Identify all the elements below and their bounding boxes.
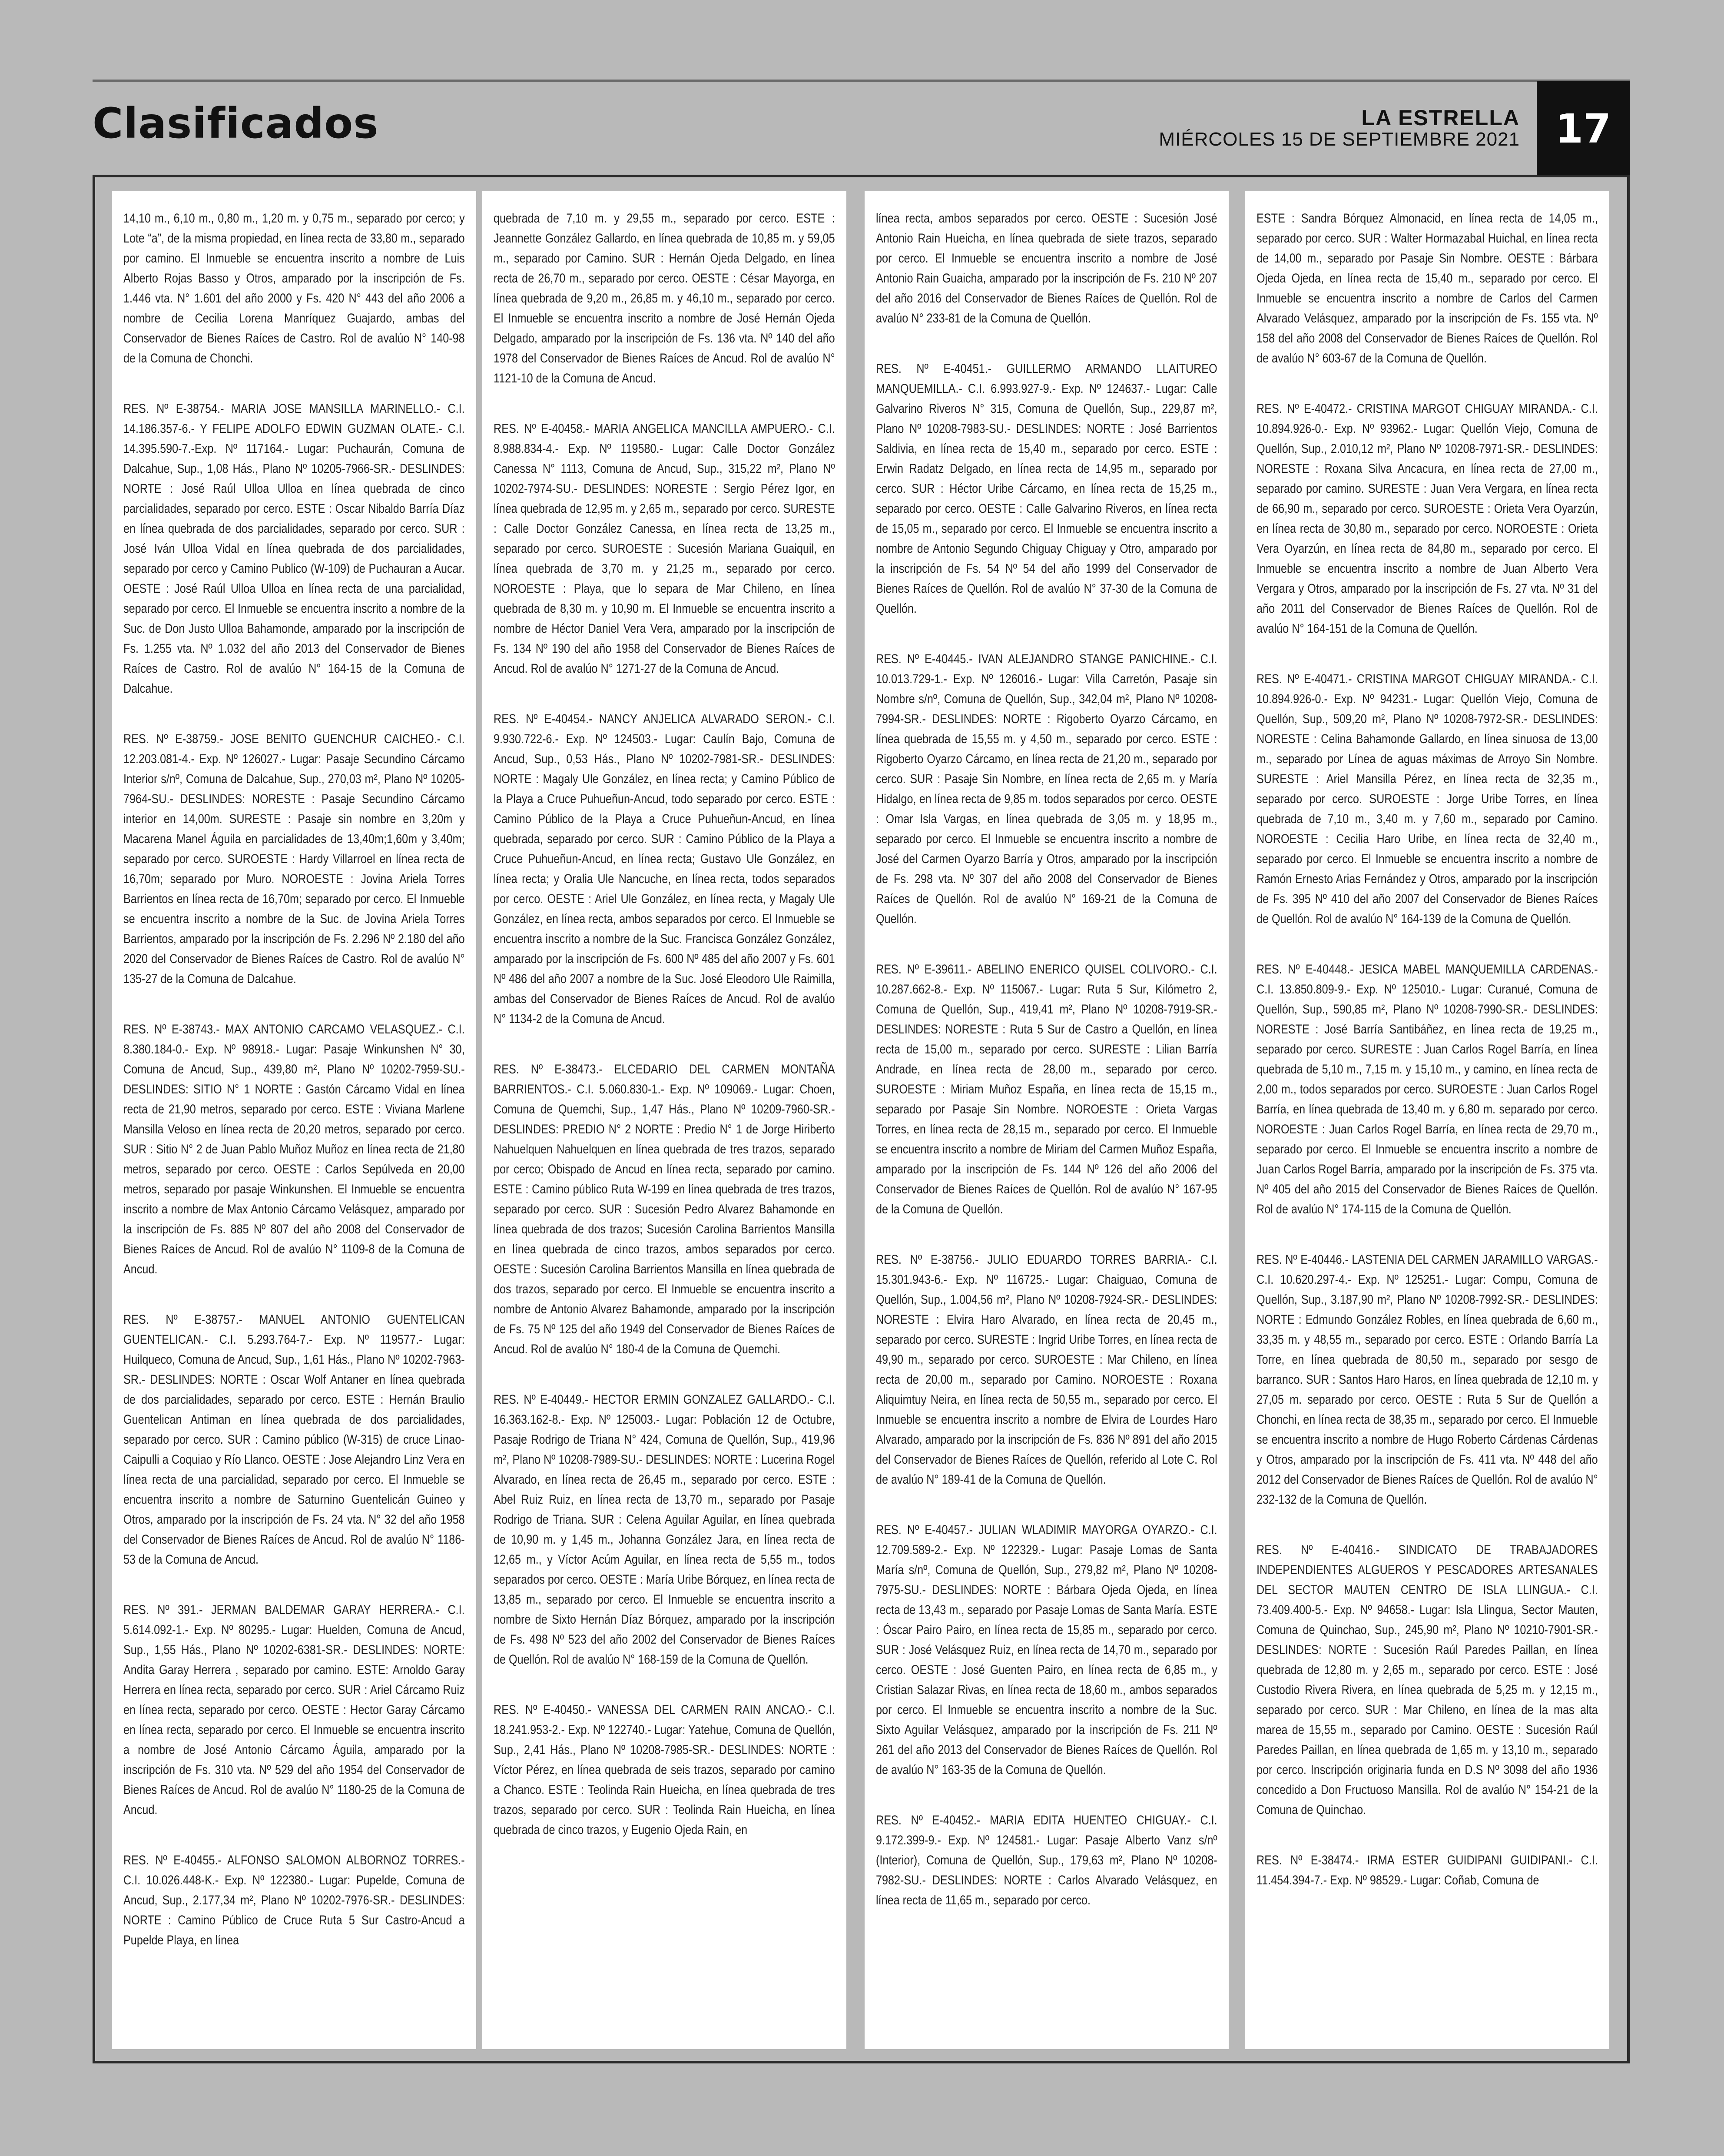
notice: RES. Nº E-40451.- GUILLERMO ARMANDO LLAITUREO MANQUEMILLA.- C.I. 6.993.927-9.- Exp. Nº 124637.- Lugar: Calle Galvarino Riveros N° 315, Comuna de Quellón, Sup., 229,87 m², Plano Nº 10208-7983-SU.- DESLINDES: NORTE : José Barrientos Saldivia, en línea recta de 15,40 m., separado por cerco. ESTE : Erwin Radatz Delgado, en línea recta de 14,95 m., separado por cerco. SUR : Héctor Uribe Cárcamo, en línea recta de 15,25 m., separado por cerco. OESTE : Calle Galvarino Riveros, en línea recta de 15,05 m., separado por cerco. El Inmueble se encuentra inscrito a nombre de Antonio Segundo Chiguay Chiguay y Otro, amparado por la inscripción de Fs. 54 Nº 54 del año 1999 del Conservador de Bienes Raíces de Quellón. Rol de avalúo N° 37-30 de la Comuna de Quellón. — [876, 362, 1217, 616]
notice: RES. Nº E-38757.- MANUEL ANTONIO GUENTELICAN GUENTELICAN.- C.I. 5.293.764-7.- Exp. Nº 119577.- Lugar: Huilqueco, Comuna de Ancud, Sup., 1,61 Hás., Plano Nº 10202-7963-SR.- DESLINDES: NORTE : Oscar Wolf Antaner en línea quebrada de dos parcialidades, separado por cerco. ESTE : Hernán Braulio Guentelican Antiman en línea quebrada de dos parcialidades, separado por cerco. SUR : Camino público (W-315) de cruce Linao-Caipulli a Coquiao y Río Llanco. OESTE : Jose Alejandro Linz Vera en línea recta de una parcialidad, separado por cerco. El Inmueble se encuentra inscrito a nombre de Saturnino Guentelicán Guineo y Otros, amparado por la inscripción de Fs. 24 vta. N° 32 del año 1958 del Conservador de Bienes Raíces de Ancud. Rol de avalúo N° 1186-53 de la Comuna de Ancud. — [123, 1312, 465, 1567]
notice: RES. Nº E-40455.- ALFONSO SALOMON ALBORNOZ TORRES.- C.I. 10.026.448-K.- Exp. Nº 122380.- Lugar: Pupelde, Comuna de Ancud, Sup., 2.177,34 m², Plano Nº 10202-7976-SR.- DESLINDES: NORTE : Camino Público de Cruce Ruta 5 Sur Castro-Ancud a Pupelde Playa, en línea — [123, 1853, 465, 1947]
notice: RES. Nº E-40454.- NANCY ANJELICA ALVARADO SERON.- C.I. 9.930.722-6.- Exp. Nº 124503.- Lugar: Caulín Bajo, Comuna de Ancud, Sup., 0,53 Hás., Plano Nº 10202-7981-SR.- DESLINDES: NORTE : Magaly Ule González, en línea recta; y Camino Público de la Playa a Cruce Puhueñun-Ancud, todo separado por cerco. ESTE : Camino Público de la Playa a Cruce Puhueñun-Ancud, en línea quebrada, separado por cerco. SUR : Camino Público de la Playa a Cruce Puhueñun-Ancud, en línea recta; Gustavo Ule González, en línea recta; y Oralia Ule Nancuche, en línea recta, todos separados por cerco. OESTE : Ariel Ule González, en línea recta, y Magaly Ule González, en línea recta, ambos separados por cerco. El Inmueble se encuentra inscrito a nombre de la Suc. Francisca González González, amparado por la inscripción de Fs. 600 Nº 485 del año 2007 y Fs. 601 Nº 486 del año 2007 a nombre de la Suc. José Eleodoro Ule Raimilla, ambas del Conservador de Bienes Raíces de Ancud. Rol de avalúo N° 1134-2 de la Comuna de Ancud. — [494, 712, 835, 1026]
notice: RES. Nº E-40458.- MARIA ANGELICA MANCILLA AMPUERO.- C.I. 8.988.834-4.- Exp. Nº 119580.- Lugar: Calle Doctor González Canessa N° 1113, Comuna de Ancud, Sup., 315,22 m², Plano Nº 10202-7974-SU.- DESLINDES: NORESTE : Sergio Pérez Igor, en línea quebrada de 12,95 m. y 2,65 m., separado por cerco. SURESTE : Calle Doctor González Canessa, en línea recta de 13,25 m., separado por cerco. SUROESTE : Sucesión Mariana Guaiquil, en línea quebrada de 3,70 m. y 21,25 m., separado por cerco. NOROESTE : Playa, que lo separa de Mar Chileno, en línea quebrada de 8,30 m. y 10,90 m. El Inmueble se encuentra inscrito a nombre de Héctor Daniel Vera Vera, amparado por la inscripción de Fs. 134 Nº 190 del año 1958 del Conservador de Bienes Raíces de Ancud. Rol de avalúo N° 1271-27 de la Comuna de Ancud. — [494, 422, 835, 676]
notice: RES. Nº E-38759.- JOSE BENITO GUENCHUR CAICHEO.- C.I. 12.203.081-4.- Exp. Nº 126027.- Lugar: Pasaje Secundino Cárcamo Interior s/nº, Comuna de Dalcahue, Sup., 270,03 m², Plano Nº 10205-7964-SU.- DESLINDES: NORESTE : Pasaje Secundino Cárcamo interior en 14,00m. SURESTE : Pasaje sin nombre en 3,20m y Macarena Manel Águila en parcialidades de 13,40m;1,60m y 3,40m; separado por cerco. SUROESTE : Hardy Villarroel en línea recta de 16,70m; separado por Muro. NOROESTE : Jovina Ariela Torres Barrientos en línea recta de 16,70m; separado por cerco. El Inmueble se encuentra inscrito a nombre de la Suc. de Jovina Ariela Torres Barrientos, amparado por la inscripción de Fs. 2.296 Nº 2.180 del año 2020 del Conservador de Bienes Raíces de Castro. Rol de avalúo N° 135-27 de la Comuna de Dalcahue. — [123, 732, 465, 986]
notice: ESTE : Sandra Bórquez Almonacid, en línea recta de 14,05 m., separado por cerco. SUR : Walter Hormazabal Huichal, en línea recta de 14,00 m., separado por Pasaje Sin Nombre. OESTE : Bárbara Ojeda Ojeda, en línea recta de 15,40 m., separado por cerco. El Inmueble se encuentra inscrito a nombre de Carlos del Carmen Alvarado Velásquez, amparado por la inscripción de Fs. 155 vta. Nº 158 del año 2008 del Conservador de Bienes Raíces de Quellón. Rol de avalúo N° 603-67 de la Comuna de Quellón. — [1257, 211, 1598, 365]
top-rule — [93, 80, 1630, 82]
column-2 — [482, 191, 846, 2049]
notice: RES. Nº E-38743.- MAX ANTONIO CARCAMO VELASQUEZ.- C.I. 8.380.184-0.- Exp. Nº 98918.- Lugar: Pasaje Winkunshen N° 30, Comuna de Ancud, Sup., 439,80 m², Plano Nº 10202-7959-SU.- DESLINDES: SITIO N° 1 NORTE : Gastón Cárcamo Vidal en línea recta de 21,90 metros, separado por cerco. ESTE : Viviana Marlene Mansilla Veloso en línea recta de 20,20 metros, separado por cerco. SUR : Sitio N° 2 de Juan Pablo Muñoz Muñoz en línea recta de 21,80 metros, separado por cerco. OESTE : Carlos Sepúlveda en 20,00 metros, separado por pasaje Winkunshen. El Inmueble se encuentra inscrito a nombre de Max Antonio Cárcamo Velásquez, amparado por la inscripción de Fs. 885 Nº 807 del año 2008 del Conservador de Bienes Raíces de Ancud. Rol de avalúo N° 1109-8 de la Comuna de Ancud. — [123, 1022, 465, 1276]
notice: RES. Nº 391.- JERMAN BALDEMAR GARAY HERRERA.- C.I. 5.614.092-1.- Exp. Nº 80295.- Lugar: Huelden, Comuna de Ancud, Sup., 1,55 Hás., Plano Nº 10202-6381-SR.- DESLINDES: NORTE: Andita Garay Herrera , separado por camino. ESTE: Arnoldo Garay Herrera en línea recta, separado por cerco. SUR : Ariel Cárcamo Ruiz en línea recta, separado por cerco. OESTE : Hector Garay Cárcamo en línea recta, separado por cerco. El Inmueble se encuentra inscrito a nombre de José Antonio Cárcamo Águila, amparado por la inscripción de Fs. 310 vta. Nº 529 del año 1954 del Conservador de Bienes Raíces de Ancud. Rol de avalúo N° 1180-25 de la Comuna de Ancud. — [123, 1603, 465, 1817]
notice: RES. Nº E-39611.- ABELINO ENERICO QUISEL COLIVORO.- C.I. 10.287.662-8.- Exp. Nº 115067.- Lugar: Ruta 5 Sur, Kilómetro 2, Comuna de Quellón, Sup., 419,41 m², Plano Nº 10208-7919-SR.- DESLINDES: NORESTE : Ruta 5 Sur de Castro a Quellón, en línea recta de 15,00 m., separado por cerco. SURESTE : Lilian Barría Andrade, en línea recta de 28,00 m., separado por cerco. SUROESTE : Miriam Muñoz España, en línea recta de 15,15 m., separado por Pasaje Sin Nombre. NOROESTE : Orieta Vargas Torres, en línea recta de 28,15 m., separado por cerco. El Inmueble se encuentra inscrito a nombre de Miriam del Carmen Muñoz España, amparado por la inscripción de Fs. 144 Nº 126 del año 2006 del Conservador de Bienes Raíces de Quellón. Rol de avalúo N° 167-95 de la Comuna de Quellón. — [876, 962, 1217, 1216]
section-title: Clasificados — [93, 99, 379, 148]
issue-date: MIÉRCOLES 15 DE SEPTIEMBRE 2021 — [1159, 129, 1520, 150]
notice: quebrada de 7,10 m. y 29,55 m., separado por cerco. ESTE : Jeannette González Gallardo, en línea quebrada de 10,85 m. y 59,05 m., separado por Camino. SUR : Hernán Ojeda Delgado, en línea recta de 26,70 m., separado por cerco. OESTE : César Mayorga, en línea quebrada de 9,20 m., 26,85 m. y 46,10 m., separado por cerco. El Inmueble se encuentra inscrito a nombre de José Hernán Ojeda Delgado, amparado por la inscripción de Fs. 136 vta. Nº 140 del año 1978 del Conservador de Bienes Raíces de Ancud. Rol de avalúo N° 1121-10 de la Comuna de Ancud. — [494, 211, 835, 385]
notice: RES. Nº E-38473.- ELCEDARIO DEL CARMEN MONTAÑA BARRIENTOS.- C.I. 5.060.830-1.- Exp. Nº 109069.- Lugar: Choen, Comuna de Quemchi, Sup., 1,47 Hás., Plano Nº 10209-7960-SR.- DESLINDES: PREDIO N° 2 NORTE : Predio N° 1 de Jorge Hiriberto Nahuelquen Nahuelquen en línea quebrada de tres trazos, separado por cerco; Obispado de Ancud en línea recta, separado por camino. ESTE : Camino público Ruta W-199 en línea quebrada de tres trazos, separado por cerco. SUR : Sucesión Pedro Alvarez Bahamonde en línea quebrada de dos trazos; Sucesión Carolina Barrientos Mansilla en línea quebrada de cinco trazos, ambos separados por cerco. OESTE : Sucesión Carolina Barrientos Mansilla en línea quebrada de dos trazos, separado por cerco. El Inmueble se encuentra inscrito a nombre de Antonio Alvarez Bahamonde, amparado por la inscripción de Fs. 75 Nº 125 del año 1949 del Conservador de Bienes Raíces de Ancud. Rol de avalúo N° 180-4 de la Comuna de Quemchi. — [494, 1062, 835, 1356]
notice: RES. Nº E-40445.- IVAN ALEJANDRO STANGE PANICHINE.- C.I. 10.013.729-1.- Exp. Nº 126016.- Lugar: Villa Carretón, Pasaje sin Nombre s/nº, Comuna de Quellón, Sup., 342,04 m², Plano Nº 10208-7994-SR.- DESLINDES: NORTE : Rigoberto Oyarzo Cárcamo, en línea quebrada de 15,55 m. y 4,50 m., separado por cerco. ESTE : Rigoberto Oyarzo Cárcamo, en línea recta de 21,20 m., separado por cerco. SUR : Pasaje Sin Nombre, en línea recta de 2,65 m. y María Hidalgo, en línea recta de 9,85 m. todos separados por cerco. OESTE : Omar Isla Vargas, en línea quebrada de 3,05 m. y 18,95 m., separado por cerco. El Inmueble se encuentra inscrito a nombre de José del Carmen Oyarzo Barría y Otros, amparado por la inscripción de Fs. 298 vta. Nº 307 del año 2008 del Conservador de Bienes Raíces de Quellón. Rol de avalúo N° 169-21 de la Comuna de Quellón. — [876, 652, 1217, 926]
notice: RES. Nº E-40457.- JULIAN WLADIMIR MAYORGA OYARZO.- C.I. 12.709.589-2.- Exp. Nº 122329.- Lugar: Pasaje Lomas de Santa María s/nº, Comuna de Quellón, Sup., 279,82 m², Plano Nº 10208-7975-SU.- DESLINDES: NORTE : Bárbara Ojeda Ojeda, en línea recta de 13,43 m., separado por Pasaje Lomas de Santa María. ESTE : Óscar Pairo Pairo, en línea recta de 15,85 m., separado por cerco. SUR : José Velásquez Ruiz, en línea recta de 14,70 m., separado por cerco. OESTE : José Guenten Pairo, en línea recta de 6,85 m., y Cristian Salazar Rivas, en línea recta de 18,60 m., ambos separados por cerco. El Inmueble se encuentra inscrito a nombre de la Suc. Sixto Aguilar Velásquez, amparado por la inscripción de Fs. 211 Nº 261 del año 2013 del Conservador de Bienes Raíces de Quellón. Rol de avalúo N° 163-35 de la Comuna de Quellón. — [876, 1523, 1217, 1777]
notice: RES. Nº E-38474.- IRMA ESTER GUIDIPANI GUIDIPANI.- C.I. 11.454.394-7.- Exp. Nº 98529.- Lugar: Coñab, Comuna de — [1257, 1853, 1598, 1887]
notice: RES. Nº E-40449.- HECTOR ERMIN GONZALEZ GALLARDO.- C.I. 16.363.162-8.- Exp. Nº 125003.- Lugar: Población 12 de Octubre, Pasaje Rodrigo de Triana N° 424, Comuna de Quellón, Sup., 419,96 m², Plano Nº 10208-7989-SU.- DESLINDES: NORTE : Lucerina Rogel Alvarado, en línea recta de 26,45 m., separado por cerco. ESTE : Abel Ruiz Ruiz, en línea recta de 13,70 m., separado por Pasaje Rodrigo de Triana. SUR : Celena Aguilar Aguilar, en línea quebrada de 10,90 m. y 1,45 m., Johanna González Jara, en línea recta de 12,65 m., y Víctor Acúm Aguilar, en línea recta de 5,55 m., todos separados por cerco. OESTE : María Uribe Bórquez, en línea recta de 13,85 m., separado por cerco. El Inmueble se encuentra inscrito a nombre de Sixto Hernán Díaz Bórquez, amparado por la inscripción de Fs. 498 Nº 523 del año 2002 del Conservador de Bienes Raíces de Quellón. Rol de avalúo N° 168-159 de la Comuna de Quellón. — [494, 1392, 835, 1667]
page-number: 17 — [1537, 81, 1630, 176]
notice: RES. Nº E-40450.- VANESSA DEL CARMEN RAIN ANCAO.- C.I. 18.241.953-2.- Exp. Nº 122740.- Lugar: Yatehue, Comuna de Quellón, Sup., 2,41 Hás., Plano Nº 10208-7985-SR.- DESLINDES: NORTE : Víctor Pérez, en línea quebrada de seis trazos, separado por camino a Chanco. ESTE : Teolinda Rain Hueicha, en línea quebrada de tres trazos, separado por cerco. SUR : Teolinda Rain Hueicha, en línea quebrada de cinco trazos, y Eugenio Ojeda Rain, en — [494, 1703, 835, 1837]
notice: RES. Nº E-40446.- LASTENIA DEL CARMEN JARAMILLO VARGAS.- C.I. 10.620.297-4.- Exp. Nº 125251.- Lugar: Compu, Comuna de Quellón, Sup., 3.187,90 m², Plano Nº 10208-7992-SR.- DESLINDES: NORTE : Edmundo González Robles, en línea quebrada de 6,60 m., 33,35 m. y 48,55 m., separado por cerco. ESTE : Orlando Barría La Torre, en línea quebrada de 80,50 m., separado por sesgo de barranco. SUR : Santos Haro Haros, en línea quebrada de 12,10 m. y 27,05 m. separado por cerco. OESTE : Ruta 5 Sur de Quellón a Chonchi, en línea recta de 38,35 m., separado por cerco. El Inmueble se encuentra inscrito a nombre de Hugo Roberto Cárdenas Cárdenas y Otros, amparado por la inscripción de Fs. 411 vta. Nº 448 del año 2012 del Conservador de Bienes Raíces de Quellón. Rol de avalúo N° 232-132 de la Comuna de Quellón. — [1257, 1252, 1598, 1507]
notice: RES. Nº E-40471.- CRISTINA MARGOT CHIGUAY MIRANDA.- C.I. 10.894.926-0.- Exp. Nº 94231.- Lugar: Quellón Viejo, Comuna de Quellón, Sup., 509,20 m², Plano Nº 10208-7972-SR.- DESLINDES: NORESTE : Celina Bahamonde Gallardo, en línea sinuosa de 13,00 m., separado por Línea de aguas máximas de Arroyo Sin Nombre. SURESTE : Ariel Mansilla Pérez, en línea recta de 32,35 m., separado por cerco. SUROESTE : Jorge Uribe Torres, en línea quebrada de 7,10 m., 3,40 m. y 7,60 m., separado por Camino. NOROESTE : Cecilia Haro Uribe, en línea recta de 32,40 m., separado por cerco. El Inmueble se encuentra inscrito a nombre de Ramón Ernesto Arias Fernández y Otros, amparado por la inscripción de Fs. 395 Nº 410 del año 2007 del Conservador de Bienes Raíces de Quellón. Rol de avalúo N° 164-139 de la Comuna de Quellón. — [1257, 672, 1598, 926]
column-4 — [1245, 191, 1609, 2049]
notice: línea recta, ambos separados por cerco. OESTE : Sucesión José Antonio Rain Hueicha, en línea quebrada de siete trazos, separado por cerco. El Inmueble se encuentra inscrito a nombre de José Antonio Rain Guaicha, amparado por la inscripción de Fs. 210 Nº 207 del año 2016 del Conservador de Bienes Raíces de Quellón. Rol de avalúo N° 233-81 de la Comuna de Quellón. — [876, 211, 1217, 326]
notice: RES. Nº E-38754.- MARIA JOSE MANSILLA MARINELLO.- C.I. 14.186.357-6.- Y FELIPE ADOLFO EDWIN GUZMAN OLATE.- C.I. 14.395.590-7.-Exp. Nº 117164.- Lugar: Puchaurán, Comuna de Dalcahue, Sup., 1,08 Hás., Plano Nº 10205-7966-SR.- DESLINDES: NORTE : José Raúl Ulloa Ulloa en línea quebrada de cinco parcialidades, separado por cerco. ESTE : Oscar Nibaldo Barría Díaz en línea quebrada de dos parcialidades, separado por cerco. SUR : José Iván Ulloa Vidal en línea quebrada de dos parcialidades, separado por cerco y Camino Publico (W-109) de Puchauran a Aucar. OESTE : José Raúl Ulloa Ulloa en línea recta de una parcialidad, separado por cerco. El Inmueble se encuentra inscrito a nombre de la Suc. de Don Justo Ulloa Bahamonde, amparado por la inscripción de Fs. 1.255 vta. Nº 1.032 del año 2013 del Conservador de Bienes Raíces de Castro. Rol de avalúo N° 164-15 de la Comuna de Dalcahue. — [123, 402, 465, 696]
column-1 — [112, 191, 476, 2049]
newspaper-name: LA ESTRELLA — [1361, 106, 1520, 130]
notice: RES. Nº E-40448.- JESICA MABEL MANQUEMILLA CARDENAS.- C.I. 13.850.809-9.- Exp. Nº 125010.- Lugar: Curanué, Comuna de Quellón, Sup., 590,85 m², Plano Nº 10208-7990-SR.- DESLINDES: NORESTE : José Barría Santibáñez, en línea recta de 19,25 m., separado por cerco. SURESTE : Juan Carlos Rogel Barría, en línea quebrada de 5,10 m., 7,15 m. y 15,10 m., y camino, en línea recta de 2,00 m., todos separados por cerco. SUROESTE : Juan Carlos Rogel Barría, en línea quebrada de 13,40 m. y 6,80 m. separado por cerco. NOROESTE : Juan Carlos Rogel Barría, en línea recta de 29,70 m., separado por cerco. El Inmueble se encuentra inscrito a nombre de Juan Carlos Rogel Barría, amparado por la inscripción de Fs. 375 vta. Nº 405 del año 2015 del Conservador de Bienes Raíces de Quellón. Rol de avalúo N° 174-115 de la Comuna de Quellón. — [1257, 962, 1598, 1216]
column-3 — [865, 191, 1229, 2049]
notice: 14,10 m., 6,10 m., 0,80 m., 1,20 m. y 0,75 m., separado por cerco; y Lote “a”, de la misma propiedad, en línea recta de 33,80 m., separado por camino. El Inmueble se encuentra inscrito a nombre de Luis Alberto Rojas Basso y Otros, amparado por la inscripción de Fs. 1.446 vta. N° 1.601 del año 2000 y Fs. 420 N° 443 del año 2006 a nombre de Cecilia Lorena Manríquez Guajardo, ambas del Conservador de Bienes Raíces de Castro. Rol de avalúo N° 140-98 de la Comuna de Chonchi. — [123, 211, 465, 365]
notice: RES. Nº E-38756.- JULIO EDUARDO TORRES BARRIA.- C.I. 15.301.943-6.- Exp. Nº 116725.- Lugar: Chaiguao, Comuna de Quellón, Sup., 1.004,56 m², Plano Nº 10208-7924-SR.- DESLINDES: NORESTE : Elvira Haro Alvarado, en línea recta de 20,45 m., separado por cerco. SURESTE : Ingrid Uribe Torres, en línea recta de 49,90 m., separado por cerco. SUROESTE : Mar Chileno, en línea recta de 20,00 m., separado por Camino. NOROESTE : Roxana Aliquimtuy Neira, en línea recta de 50,55 m., separado por cerco. El Inmueble se encuentra inscrito a nombre de Elvira de Lourdes Haro Alvarado, amparado por la inscripción de Fs. 836 Nº 891 del año 2015 del Conservador de Bienes Raíces de Quellón, referido al Lote C. Rol de avalúo N° 189-41 de la Comuna de Quellón. — [876, 1252, 1217, 1487]
notice: RES. Nº E-40472.- CRISTINA MARGOT CHIGUAY MIRANDA.- C.I. 10.894.926-0.- Exp. Nº 93962.- Lugar: Quellón Viejo, Comuna de Quellón, Sup., 2.010,12 m², Plano Nº 10208-7971-SR.- DESLINDES: NORESTE : Roxana Silva Ancacura, en línea recta de 27,00 m., separado por camino. SURESTE : Juan Vera Vergara, en línea recta de 66,90 m., separado por cerco. SUROESTE : Orieta Vera Oyarzún, en línea recta de 30,80 m., separado por cerco. NOROESTE : Orieta Vera Oyarzún, en línea recta de 84,80 m., separado por cerco. El Inmueble se encuentra inscrito a nombre de Juan Alberto Vera Vergara y Otros, amparado por la inscripción de Fs. 27 vta. Nº 31 del año 2011 del Conservador de Bienes Raíces de Quellón. Rol de avalúo N° 164-151 de la Comuna de Quellón. — [1257, 402, 1598, 636]
masthead — [1159, 107, 1520, 151]
notice: RES. Nº E-40416.- SINDICATO DE TRABAJADORES INDEPENDIENTES ALGUEROS Y PESCADORES ARTESANALES DEL SECTOR MAUTEN CENTRO DE ISLA LLINGUA.- C.I. 73.409.400-5.- Exp. Nº 94658.- Lugar: Isla Llingua, Sector Mauten, Comuna de Quinchao, Sup., 245,90 m², Plano Nº 10210-7901-SR.- DESLINDES: NORTE : Sucesión Raúl Paredes Paillan, en línea quebrada de 12,80 m. y 2,65 m., separado por cerco. ESTE : José Custodio Rivera Rivera, en línea quebrada de 5,25 m. y 12,15 m., separado por cerco. SUR : Mar Chileno, en línea de la mas alta marea de 15,55 m., separado por Camino. OESTE : Sucesión Raúl Paredes Paillan, en línea quebrada de 1,65 m. y 13,10 m., separado por cerco. Inscripción originaria funda en D.S Nº 3098 del año 1936 concedido a Don Fructuoso Mansilla. Rol de avalúo N° 154-21 de la Comuna de Quinchao. — [1257, 1543, 1598, 1817]
notice: RES. Nº E-40452.- MARIA EDITA HUENTEO CHIGUAY.- C.I. 9.172.399-9.- Exp. Nº 124581.- Lugar: Pasaje Alberto Vanz s/nº (Interior), Comuna de Quellón, Sup., 179,63 m², Plano Nº 10208-7982-SU.- DESLINDES: NORTE : Carlos Alvarado Velásquez, en línea recta de 11,65 m., separado por cerco. — [876, 1813, 1217, 1907]
